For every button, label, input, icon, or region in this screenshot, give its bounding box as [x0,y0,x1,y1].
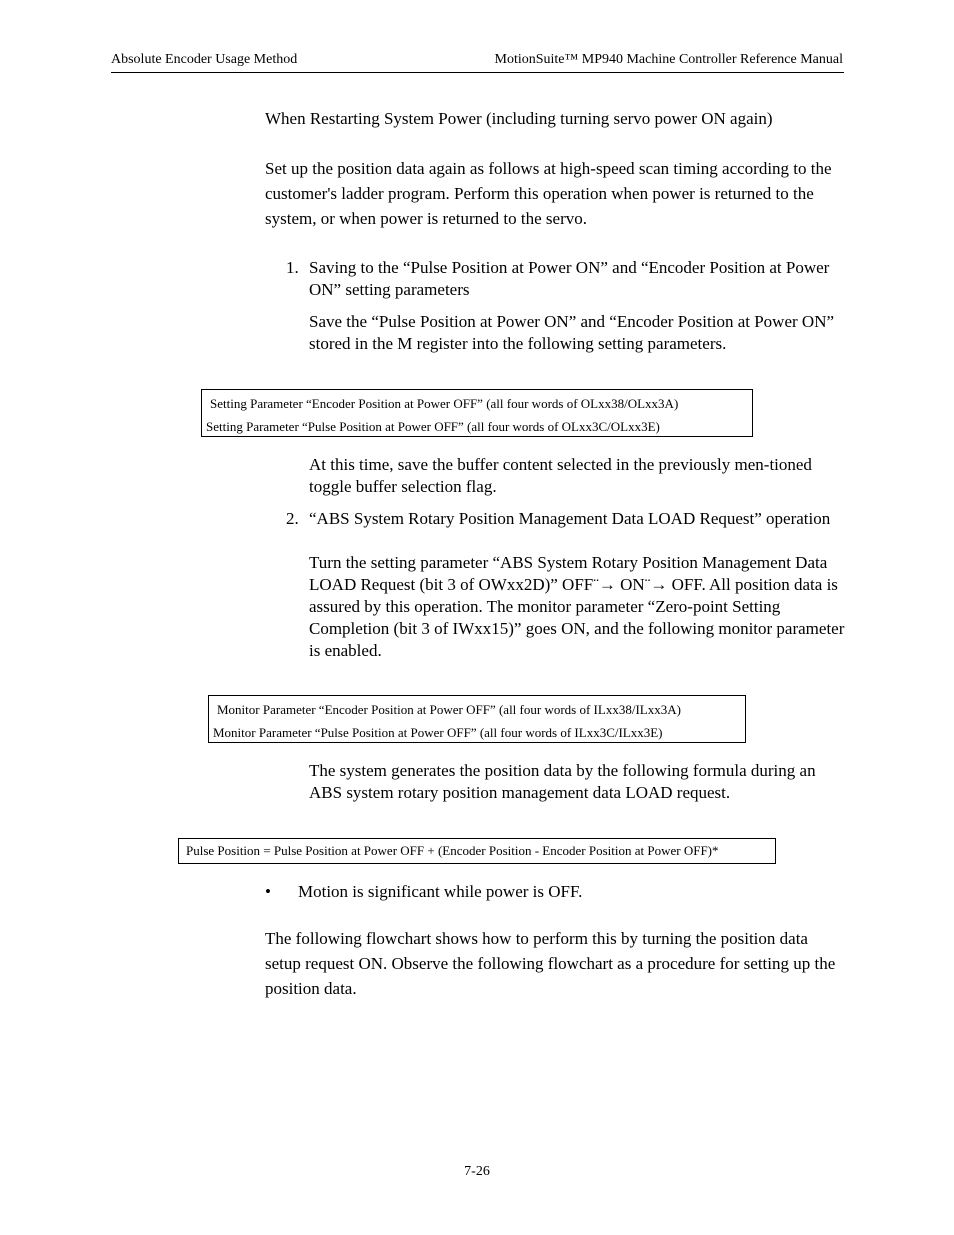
step-1-title: Saving to the “Pulse Position at Power ON” and “Encoder Position at Power ON” setting parameters [309,258,830,299]
closing-paragraph: The following flowchart shows how to perform this by turning the position data setup request ON. Observe the following flowchart as a procedure for setting up the position data. [265,929,836,998]
page-number: 7-26 [464,1164,490,1179]
step-2-number: 2. [286,509,299,528]
step-2-after-box: The system generates the position data by the following formula during an ABS system rotary position management data LOAD request. [309,761,816,802]
step-1-number: 1. [286,258,299,277]
bullet-marker: • [265,882,271,901]
monitor-parameter-line-1: Monitor Parameter “Encoder Position at Power OFF” (all four words of ILxx38/ILxx3A) [217,702,681,717]
formula-text: Pulse Position = Pulse Position at Power OFF + (Encoder Position - Encoder Position at Power OFF)* [186,843,719,858]
formula-box [178,838,776,864]
header-rule [111,72,844,73]
header-right: MotionSuite™ MP940 Machine Controller Reference Manual [494,52,843,67]
step-2-body: Turn the setting parameter “ABS System Rotary Position Management Data LOAD Request (bit 3 of OWxx2D)” OFF¨→ ON¨→ OFF. All position data is assured by this operation. The monitor parameter “Zero-point Setting Completion (bit 3 of IWxx15)” goes ON, and the following monitor parameter is enabled. [309,553,845,660]
bullet-text: Motion is significant while power is OFF. [298,882,583,901]
step-1-body: Save the “Pulse Position at Power ON” and “Encoder Position at Power ON” stored in the M register into the following setting parameters. [309,312,835,353]
step-1-after-box: At this time, save the buffer content selected in the previously men-tioned toggle buffer selection flag. [309,455,812,496]
step-2-title: “ABS System Rotary Position Management Data LOAD Request” operation [309,509,831,528]
setting-parameter-line-1: Setting Parameter “Encoder Position at Power OFF” (all four words of OLxx38/OLxx3A) [210,396,679,411]
monitor-parameter-box [208,695,746,743]
intro-paragraph: Set up the position data again as follows at high-speed scan timing according to the customer's ladder program. Perform this operation when power is returned to the system, or when power is returned to the servo. [265,159,832,228]
section-heading: When Restarting System Power (including turning servo power ON again) [265,109,773,128]
setting-parameter-box [201,389,753,437]
header-left: Absolute Encoder Usage Method [111,52,298,67]
monitor-parameter-line-2: Monitor Parameter “Pulse Position at Power OFF” (all four words of ILxx3C/ILxx3E) [213,725,663,740]
setting-parameter-line-2: Setting Parameter “Pulse Position at Power OFF” (all four words of OLxx3C/OLxx3E) [206,419,660,434]
